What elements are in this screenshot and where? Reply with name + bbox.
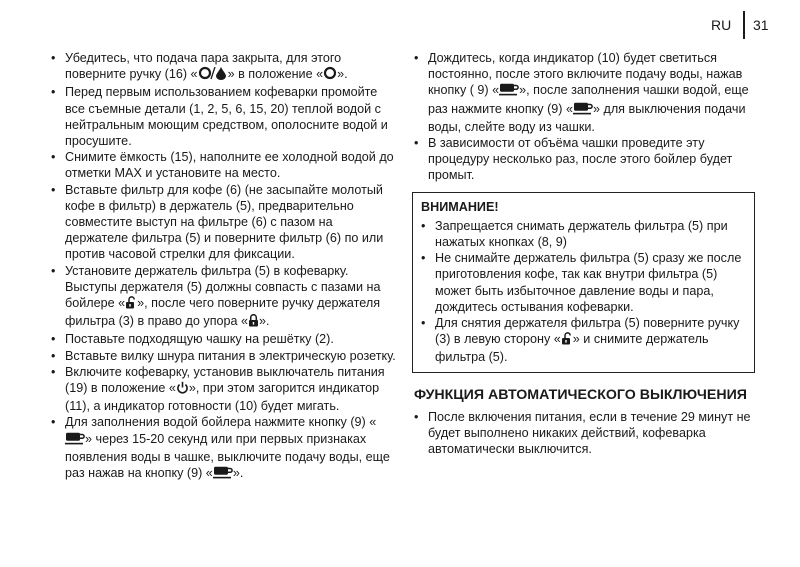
list-item (51, 263, 396, 332)
item-text: », после чего поверните ручку держателя фильтра (3) в право до упора « (65, 296, 381, 329)
item-text: Не снимайте держатель фильтра (5) сразу же после приготовления кофе, так как внутри фильтра (5) может быть избыточное давление воды и пара, дождитесь остывания кофеварки. (435, 251, 742, 314)
list-item (414, 50, 755, 135)
item-text: », после заполнения чашки водой, еще раз нажмите кнопку (9) « (428, 83, 749, 116)
warning-title: ВНИМАНИЕ! (421, 199, 499, 214)
lock-icon (248, 314, 259, 331)
item-text: ». (337, 67, 348, 82)
item-text: Включите кофеварку, установив выключатель питания (19) в положение « (65, 364, 385, 396)
list-item (421, 218, 746, 250)
list-item (51, 149, 396, 181)
list-item (51, 414, 396, 483)
list-item (414, 135, 755, 184)
list-item (414, 409, 755, 458)
warning-box (412, 192, 755, 373)
cup-button-icon (573, 102, 593, 119)
list-item (51, 331, 396, 347)
item-text: Для заполнения водой бойлера нажмите кнопку (9) « (65, 415, 377, 430)
cup-button-icon (65, 432, 85, 449)
item-text: » и снимите держатель фильтра (5). (435, 332, 709, 365)
item-text: ». (232, 466, 244, 481)
left-column (51, 50, 396, 483)
unlock-icon (125, 296, 137, 313)
item-text: », при этом загорится индикатор (11), а индикатор готовности (10) будет мигать. (65, 381, 380, 414)
header-divider (743, 11, 745, 39)
item-text: Запрещается снимать держатель фильтра (5) при нажатых кнопках (8, 9) (435, 218, 728, 250)
section-title: ФУНКЦИЯ АВТОМАТИЧЕСКОГО ВЫКЛЮЧЕНИЯ (414, 386, 747, 403)
item-text: ». (259, 314, 270, 329)
item-text: Снимите ёмкость (15), наполните ее холодной водой до отметки MAX и установите на место. (65, 150, 394, 181)
item-text: » через 15-20 секунд или при первых признаках появления воды в чашке, выключите подачу воды, еще раз нажав на кнопку (9) « (65, 431, 390, 481)
power-icon (176, 381, 189, 398)
right-column (414, 50, 755, 457)
item-text: Поставьте подходящую чашку на решётку (2). (65, 332, 334, 347)
item-text: Для снятия держателя фильтра (5) поверните ручку (3) в левую сторону « (435, 316, 740, 347)
list-item (421, 315, 746, 366)
list-item (421, 250, 746, 315)
cup-button-icon (213, 466, 233, 483)
unlock-icon (561, 332, 573, 349)
item-text: После включения питания, если в течение 29 минут не будет выполнено никаких действий, кофеварка автоматически выключится. (428, 409, 751, 457)
language-code: RU (711, 17, 732, 33)
item-text: В зависимости от объёма чашки проведите эту процедуру несколько раз, после этого бойлер будет промыт. (428, 136, 733, 183)
item-text: » для выключения подачи воды, слейте воду из чашки. (428, 101, 746, 134)
instruction-list-continued (414, 50, 755, 184)
item-text: Дождитесь, когда индикатор (10) будет светиться постоянно, после этого включите подачу воды, нажав кнопку ( 9) « (428, 51, 743, 98)
page-number: 31 (753, 17, 769, 33)
list-item (51, 348, 396, 364)
cup-button-icon (499, 83, 519, 100)
item-text: Перед первым использованием кофеварки промойте все съемные детали (1, 2, 5, 6, 15, 20) теплой водой с нейтральным моющим средством, ополосните водой и просушите. (65, 85, 388, 149)
item-text: Установите держатель фильтра (5) в кофеварку. Выступы держателя (5) должны совпасть с пазами на бойлере « (65, 263, 381, 311)
list-item (51, 50, 396, 84)
instruction-list (51, 50, 396, 483)
list-item (51, 182, 396, 263)
item-text: Убедитесь, что подача пара закрыта, для этого поверните ручку (16) « (65, 51, 342, 82)
list-item (51, 84, 396, 149)
section-list (414, 409, 755, 458)
list-item (51, 364, 396, 415)
item-text: Вставьте вилку шнура питания в электрическую розетку. (65, 348, 396, 363)
item-text: » в положение « (227, 67, 324, 82)
knob-off-icon (323, 66, 337, 84)
warning-list (421, 218, 746, 366)
knob-steam-icon (198, 66, 228, 84)
item-text: Вставьте фильтр для кофе (6) (не засыпайте молотый кофе в фильтр) в держатель (5), предварительно совместите выступ на фильтре (6) с пазом на держателе фильтра (5) и поверните фильтр (6) по или против часовой стрелки для фиксации. (65, 182, 384, 262)
